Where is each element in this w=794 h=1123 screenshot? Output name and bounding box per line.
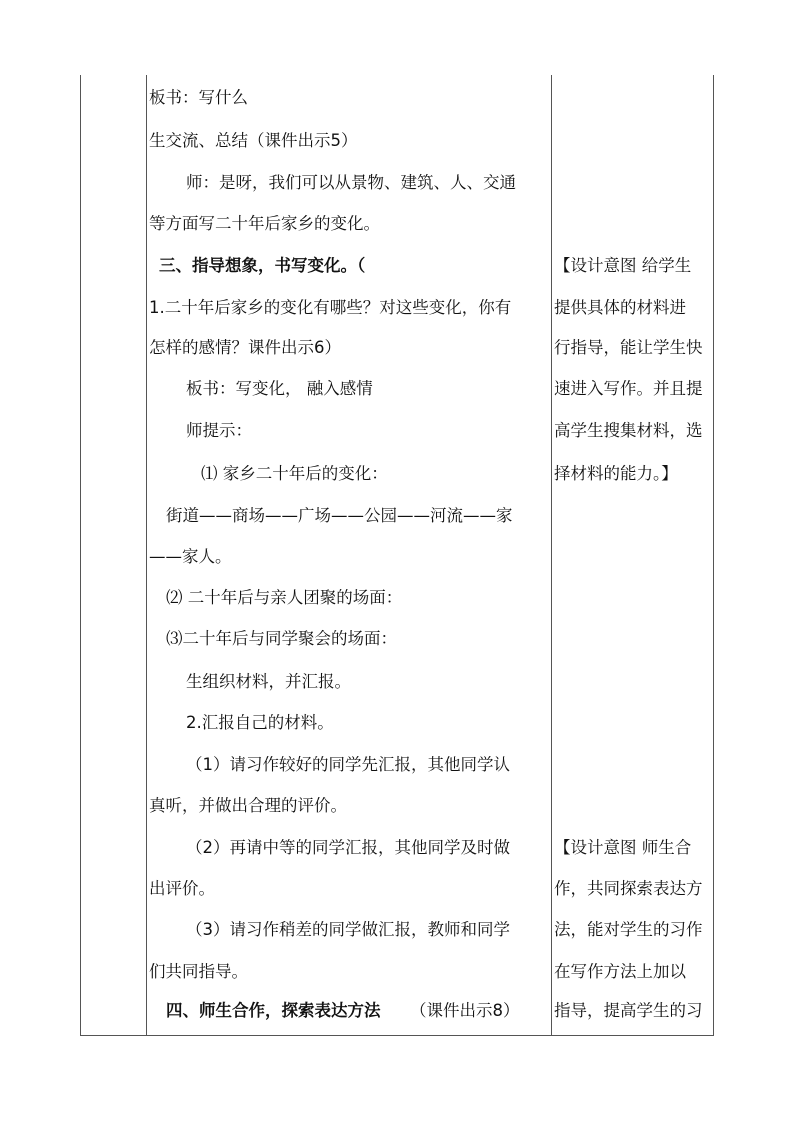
design-intent-one-line5: 高学生搜集材料，选 <box>554 421 703 440</box>
table-border-col1 <box>146 75 147 1035</box>
hint-one-line: ⑴ 家乡二十年后的变化： <box>201 464 388 483</box>
design-intent-one-line6: 择材料的能力。】 <box>554 464 678 483</box>
table-border-col2 <box>551 75 552 1035</box>
step-one-line2: 真听，并做出合理的评价。 <box>149 796 347 815</box>
teacher-remark-line1: 师：是呀，我们可以从景物、建筑、人、交通 <box>186 173 516 192</box>
hint-one-chain-line2: ——家人。 <box>149 547 232 566</box>
section-three-heading: 三、指导想象，书写变化。（ <box>159 256 366 275</box>
question-one-line2: 怎样的感情？课件出示6） <box>149 338 341 357</box>
design-intent-two-line4: 在写作方法上加以 <box>554 962 686 981</box>
section-four-courseware: （课件出示8） <box>410 1001 520 1020</box>
step-three-line2: 们共同指导。 <box>149 962 248 981</box>
hint-one-chain-line1: 街道——商场——广场——公园——河流——家 <box>166 506 513 525</box>
design-intent-two-line3: 法，能对学生的习作 <box>554 920 703 939</box>
table-border-left <box>80 75 81 1035</box>
design-intent-one-line1: 【设计意图 给学生 <box>554 256 692 275</box>
step-two-line1: （2）再请中等的同学汇报，其他同学及时做 <box>186 838 510 857</box>
teacher-hint-label: 师提示： <box>186 421 252 440</box>
student-exchange-line: 生交流、总结（课件出示5） <box>149 131 358 150</box>
student-organize-line: 生组织材料，并汇报。 <box>186 672 351 691</box>
step-three-line1: （3）请习作稍差的同学做汇报，教师和同学 <box>186 920 510 939</box>
table-border-right <box>713 75 714 1035</box>
design-intent-one-line2: 提供具体的材料进 <box>554 298 686 317</box>
step-two-line2: 出评价。 <box>149 879 215 898</box>
board-writing-what: 板书：写什么 <box>149 88 248 107</box>
design-intent-two-line1: 【设计意图 师生合 <box>554 838 692 857</box>
step-one-line1: （1）请习作较好的同学先汇报，其他同学认 <box>186 755 510 774</box>
design-intent-one-line3: 行指导，能让学生快 <box>554 338 703 357</box>
teacher-remark-line2: 等方面写二十年后家乡的变化。 <box>149 214 380 233</box>
design-intent-one-line4: 速进入写作。并且提 <box>554 379 703 398</box>
hint-two-line: ⑵ 二十年后与亲人团聚的场面： <box>166 588 403 607</box>
report-materials-line: 2.汇报自己的材料。 <box>186 713 334 732</box>
design-intent-two-line5: 指导，提高学生的习 <box>554 1001 703 1020</box>
design-intent-two-line2: 作，共同探索表达方 <box>554 879 703 898</box>
board-writing-change: 板书：写变化， 融入感情 <box>186 379 373 398</box>
hint-three-line: ⑶二十年后与同学聚会的场面： <box>166 629 397 648</box>
question-one-line1: 1.二十年后家乡的变化有哪些？对这些变化，你有 <box>149 298 512 317</box>
table-border-bottom <box>80 1035 714 1036</box>
section-four-heading: 四、师生合作，探索表达方法 <box>166 1001 381 1020</box>
